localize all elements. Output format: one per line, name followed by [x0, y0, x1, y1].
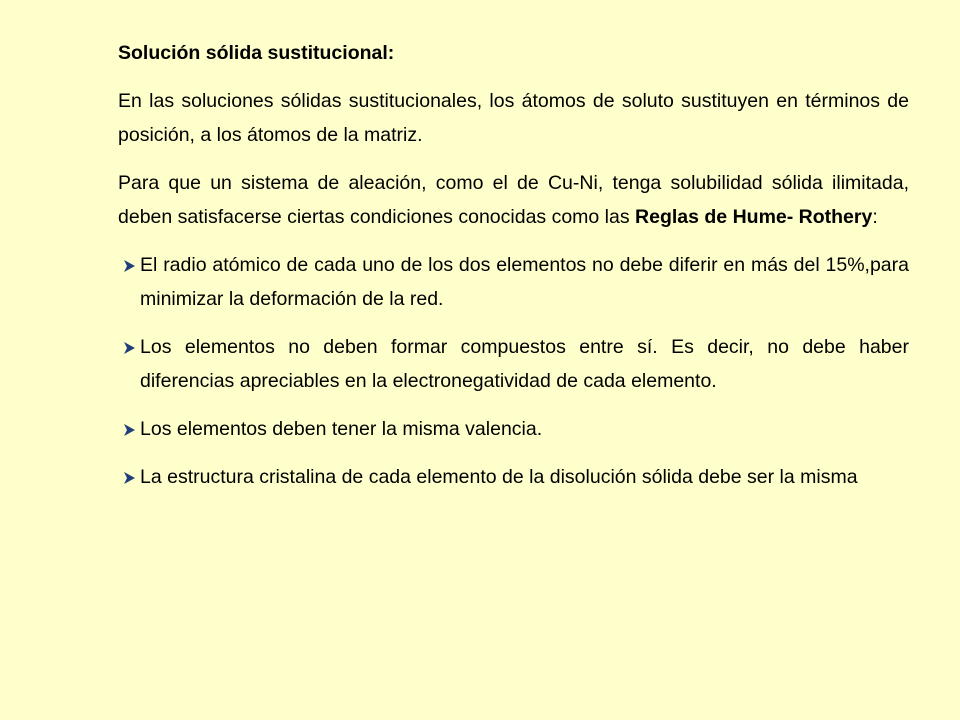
arrowhead-bullet-icon [118, 248, 140, 282]
list-item-text: El radio atómico de cada uno de los dos elementos no debe diferir en más del 15%,para minimizar la deformación de la red. [140, 254, 909, 310]
rules-list [118, 248, 909, 494]
arrowhead-bullet-icon [118, 460, 140, 494]
paragraph-hume-rothery-intro [118, 166, 909, 234]
list-item-text: Los elementos deben tener la misma valencia. [140, 418, 543, 440]
slide-content [118, 36, 909, 508]
hume-rothery-rules-term: Reglas de Hume- Rothery [635, 206, 873, 228]
arrowhead-bullet-icon [118, 412, 140, 446]
list-item [140, 460, 909, 494]
paragraph-text: Para que un sistema de aleación, como el de Cu-Ni, tenga solubilidad sólida ilimitada, deben satisfacerse ciertas condiciones conocidas como las [118, 172, 909, 228]
slide-heading: Solución sólida sustitucional: [118, 42, 395, 64]
paragraph-substitution-definition: En las soluciones sólidas sustitucionales, los átomos de soluto sustituyen en términos de posición, a los átomos de la matriz. [118, 90, 909, 146]
paragraph-punctuation: : [872, 206, 878, 228]
list-item [140, 412, 909, 446]
list-item [140, 248, 909, 316]
list-item-text: La estructura cristalina de cada elemento de la disolución sólida debe ser la misma [140, 466, 858, 488]
list-item-text: Los elementos no deben formar compuestos entre sí. Es decir, no debe haber diferencias apreciables en la electronegatividad de cada elemento. [140, 336, 909, 392]
arrowhead-bullet-icon [118, 330, 140, 364]
list-item [140, 330, 909, 398]
